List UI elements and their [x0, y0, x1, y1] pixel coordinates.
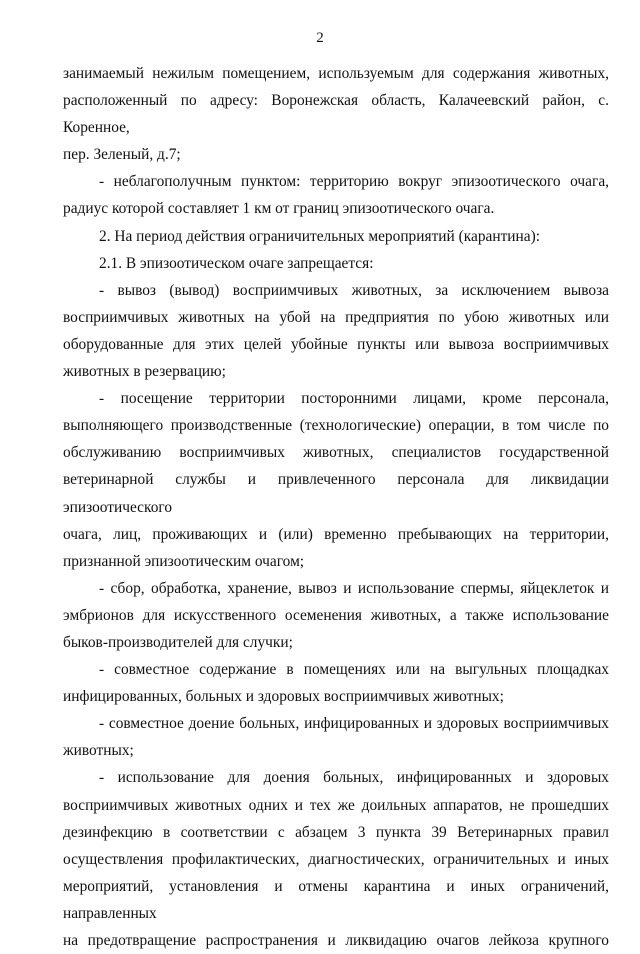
page-number: 2: [316, 30, 324, 46]
text-line: расположенный по адресу: Воронежская область, Калачеевский район, с. Коренное,: [63, 92, 609, 137]
text-line: очага, лиц, проживающих и (или) временно пребывающих на территории,: [63, 525, 609, 543]
text-line: выполняющего производственные (технологические) операции, в том числе по: [63, 417, 609, 435]
text-line: - совместное доение больных, инфицированных и здоровых восприимчивых: [99, 715, 609, 733]
text-line: - сбор, обработка, хранение, вывоз и использование спермы, яйцеклеток и: [99, 579, 609, 597]
text-line: - посещение территории посторонними лицами, кроме персонала,: [99, 390, 609, 408]
text-line: дезинфекцию в соответствии с абзацем 3 пункта 39 Ветеринарных правил: [63, 823, 609, 841]
text-line: признанной эпизоотическим очагом;: [63, 552, 305, 570]
text-line: 2.1. В эпизоотическом очаге запрещается:: [99, 254, 374, 272]
text-line: - неблагополучным пунктом: территорию вокруг эпизоотического очага,: [99, 173, 609, 191]
document-body: [63, 60, 609, 954]
text-line: пер. Зеленый, д.7;: [63, 146, 181, 164]
text-line: на предотвращение распространения и ликвидацию очагов лейкоза крупного: [63, 932, 609, 949]
text-line: осуществления профилактических, диагностических, ограничительных и иных: [63, 850, 609, 868]
text-line: 2. На период действия ограничительных мероприятий (карантина):: [99, 227, 541, 245]
text-line: мероприятий, установления и отмены карантина и иных ограничений, направленных: [63, 877, 609, 922]
text-line: - использование для доения больных, инфицированных и здоровых: [99, 769, 609, 787]
text-line: быков-производителей для случки;: [63, 633, 293, 651]
text-line: восприимчивых животных одних и тех же доильных аппаратов, не прошедших: [63, 796, 609, 814]
text-line: животных в резервацию;: [63, 363, 226, 381]
text-line: инфицированных, больных и здоровых восприимчивых животных;: [63, 688, 504, 706]
text-line: радиус которой составляет 1 км от границ эпизоотического очага.: [63, 200, 495, 218]
text-line: занимаемый нежилым помещением, используемым для содержания животных,: [63, 65, 609, 82]
text-line: - вывоз (вывод) восприимчивых животных, за исключением вывоза: [99, 281, 609, 299]
text-line: обслуживанию восприимчивых животных, специалистов государственной: [63, 444, 609, 462]
text-line: эмбрионов для искусственного осеменения животных, а также использование: [63, 606, 609, 624]
text-line: - совместное содержание в помещениях или на выгульных площадках: [99, 661, 609, 679]
text-line: ветеринарной службы и привлеченного персонала для ликвидации эпизоотического: [63, 471, 609, 516]
text-line: восприимчивых животных на убой на предприятия по убою животных или: [63, 308, 609, 326]
text-line: животных;: [63, 742, 134, 760]
text-line: оборудованные для этих целей убойные пункты или вывоза восприимчивых: [63, 335, 609, 353]
